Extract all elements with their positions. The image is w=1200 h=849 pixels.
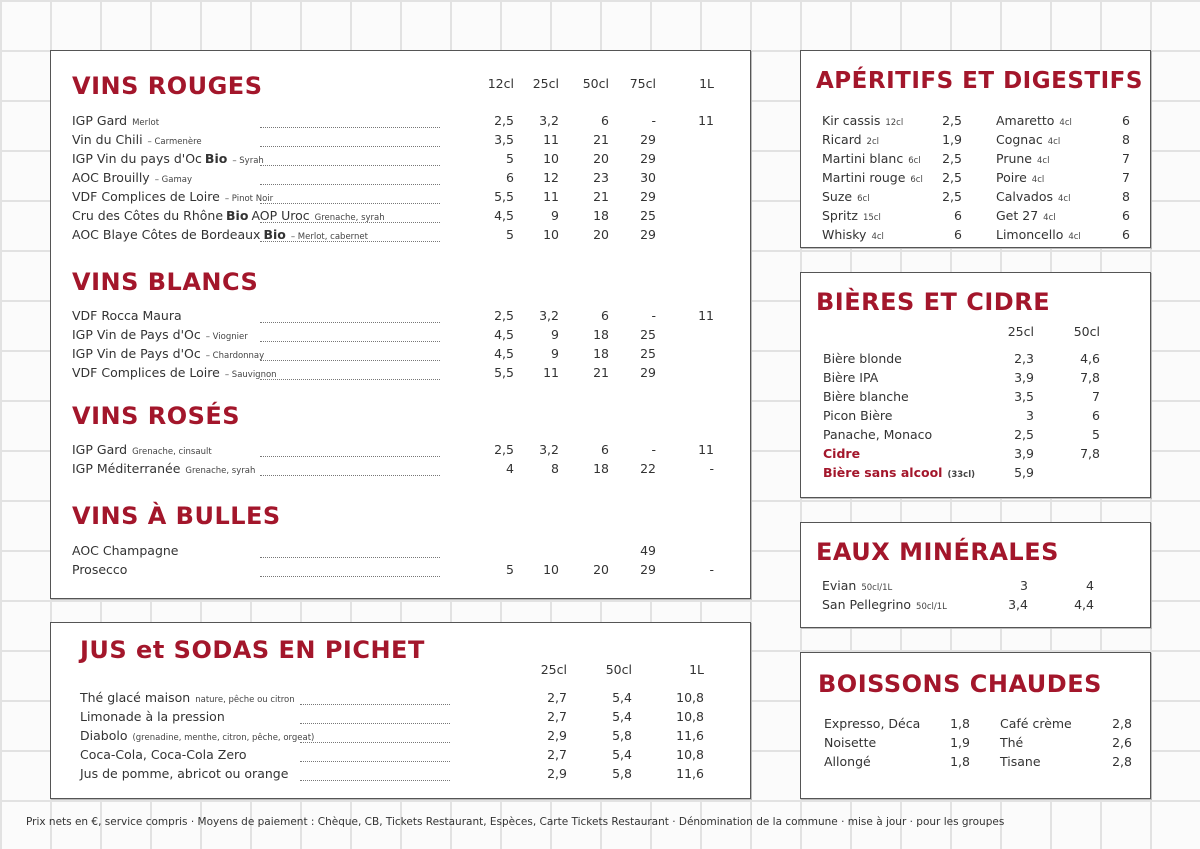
wine-price: 6 [601, 308, 609, 323]
wine-item-vins_rouges-2-name: IGP Vin du pays d'Oc [72, 151, 202, 166]
wine-price: 2,5 [494, 113, 514, 128]
beer-title: BIÈRES ET CIDRE [816, 288, 1051, 316]
wine-header-4: 1L [699, 76, 714, 91]
juice-price: 2,7 [547, 690, 567, 705]
beer-price: 7,8 [1080, 446, 1100, 461]
wine-price: 18 [593, 461, 609, 476]
beer-price: 5,9 [1014, 465, 1034, 480]
beer-item-1-name: Bière IPA [823, 370, 879, 385]
water-price: 4,4 [1074, 597, 1094, 612]
water-item-0 [822, 578, 892, 593]
wine-price: 29 [640, 227, 656, 242]
beer-item-3-name: Picon Bière [823, 408, 893, 423]
wine-price: 29 [640, 562, 656, 577]
wine-item-vins_blancs-1-desc: – Viognier [205, 332, 248, 342]
wine-price: 4 [506, 461, 514, 476]
juice-leader-dots [300, 780, 450, 781]
wine-leader-dots [260, 475, 440, 476]
wine-item-vins_rouges-0-name: IGP Gard [72, 113, 128, 128]
wine-item-vins_rouges-2-bio: Bio [204, 151, 228, 166]
wine-item-vins_blancs-2-name: IGP Vin de Pays d'Oc [72, 346, 201, 361]
wine-price: 8 [551, 461, 559, 476]
hot-right-price: 2,6 [1112, 735, 1132, 750]
wine-leader-dots [260, 203, 440, 204]
wine-price: 29 [640, 151, 656, 166]
wine-price: 5 [506, 227, 514, 242]
beer-price: 3,9 [1014, 446, 1034, 461]
wine-item-vins_rouges-0 [72, 113, 159, 128]
wine-leader-dots [260, 576, 440, 577]
hot-left-price: 1,9 [950, 735, 970, 750]
juice-price: 5,8 [612, 766, 632, 781]
juice-price: 5,8 [612, 728, 632, 743]
juice-price: 11,6 [676, 766, 704, 781]
wine-item-vins_bulles-0-name: AOC Champagne [72, 543, 179, 558]
aperitif-left-3-name: Martini rouge [822, 170, 906, 185]
aperitif-right-3-desc: 4cl [1031, 175, 1045, 185]
wine-leader-dots [260, 165, 440, 166]
aperitif-right-6-name: Limoncello [996, 227, 1064, 242]
aperitif-left-5-name: Spritz [822, 208, 858, 223]
hot-right-0-name: Café crème [1000, 716, 1072, 731]
wine-price: 20 [593, 227, 609, 242]
aperitif-left-price: 1,9 [942, 132, 962, 147]
wine-price: 3,5 [494, 132, 514, 147]
aperitif-left-price: 2,5 [942, 189, 962, 204]
hot-left-1-name: Noisette [824, 735, 877, 750]
aperitif-left-price: 2,5 [942, 170, 962, 185]
wine-item-vins_rouges-5 [72, 208, 385, 223]
wine-item-vins_rouges-6-name: AOC Blaye Côtes de Bordeaux [72, 227, 261, 242]
wine-price: 49 [640, 543, 656, 558]
wine-item-vins_rouges-4-desc: – Pinot Noir [224, 194, 274, 204]
wine-section-title-vins_blancs: VINS BLANCS [72, 268, 259, 296]
aperitif-left-5 [822, 208, 881, 223]
hot-left-2-name: Allongé [824, 754, 871, 769]
wine-item-vins_rouges-5-name: Cru des Côtes du Rhône [72, 208, 224, 223]
juice-price: 5,4 [612, 747, 632, 762]
footer-note: Prix nets en €, service compris · Moyens de paiement : Chèque, CB, Tickets Restaurant, Espèces, Carte Tickets Restaurant · Dénomination de la commune · mise à jour · pour les groupes [26, 816, 1005, 828]
juice-price: 10,8 [676, 747, 704, 762]
wine-leader-dots [260, 557, 440, 558]
juice-header-0: 25cl [540, 662, 567, 677]
wine-price: - [651, 308, 656, 323]
wine-item-vins_blancs-2 [72, 346, 264, 361]
hot-drinks-title: BOISSONS CHAUDES [818, 670, 1102, 698]
juice-item-0-name: Thé glacé maison [80, 690, 191, 705]
juice-price: 2,9 [547, 766, 567, 781]
wine-price: 6 [601, 442, 609, 457]
aperitif-right-1-name: Cognac [996, 132, 1043, 147]
aperitif-left-2-desc: 6cl [908, 156, 921, 166]
wine-section-title-vins_bulles: VINS À BULLES [72, 502, 281, 530]
beer-item-5 [823, 446, 860, 461]
beer-item-2 [823, 389, 909, 404]
wine-price: 22 [640, 461, 656, 476]
aperitif-right-1-desc: 4cl [1047, 137, 1061, 147]
wine-item-vins_rouges-2 [72, 151, 264, 166]
wine-item-vins_blancs-1-name: IGP Vin de Pays d'Oc [72, 327, 201, 342]
beer-price: 7,8 [1080, 370, 1100, 385]
wine-price: 18 [593, 327, 609, 342]
wine-price: 9 [551, 327, 559, 342]
hot-right-0 [1000, 716, 1072, 731]
beer-price: 6 [1092, 408, 1100, 423]
wine-item-vins_roses-1 [72, 461, 255, 476]
water-price: 3 [1020, 578, 1028, 593]
aperitif-left-3-desc: 6cl [910, 175, 923, 185]
wine-price: 10 [543, 562, 559, 577]
wine-leader-dots [260, 360, 440, 361]
wine-price: 20 [593, 151, 609, 166]
juice-title: JUS et SODAS EN PICHET [80, 636, 425, 664]
beer-item-3 [823, 408, 892, 423]
aperitif-right-1 [996, 132, 1060, 147]
aperitif-right-3 [996, 170, 1044, 185]
juice-price: 10,8 [676, 690, 704, 705]
wine-price: 3,2 [539, 442, 559, 457]
wine-item-vins_rouges-1 [72, 132, 202, 147]
aperitif-right-4-name: Calvados [996, 189, 1054, 204]
wine-item-vins_rouges-3 [72, 170, 192, 185]
aperitif-right-4 [996, 189, 1070, 204]
wine-price: 5,5 [494, 365, 514, 380]
wine-price: 11 [543, 132, 559, 147]
aperitif-right-price: 8 [1122, 132, 1130, 147]
hot-right-1 [1000, 735, 1023, 750]
juice-item-4 [80, 766, 288, 781]
wine-price: 11 [543, 189, 559, 204]
beer-item-5-name: Cidre [823, 446, 861, 461]
aperitif-right-price: 7 [1122, 170, 1130, 185]
wine-item-vins_rouges-0-desc: Merlot [132, 118, 160, 128]
juice-item-1 [80, 709, 225, 724]
wine-item-vins_rouges-1-name: Vin du Chili [72, 132, 143, 147]
wine-price: 25 [640, 346, 656, 361]
wine-item-vins_rouges-5-bio: Bio [226, 208, 249, 223]
wine-price: 18 [593, 346, 609, 361]
wine-item-vins_rouges-6-desc: – Merlot, cabernet [290, 232, 368, 242]
wine-section-title-rouges: VINS ROUGES [72, 72, 263, 100]
aperitif-left-6-desc: 4cl [871, 232, 884, 242]
aperitif-right-2-desc: 4cl [1037, 156, 1050, 166]
hot-right-price: 2,8 [1112, 716, 1132, 731]
aperitif-right-6 [996, 227, 1081, 242]
juice-price: 5,4 [612, 690, 632, 705]
aperitif-left-0-name: Kir cassis [822, 113, 881, 128]
wine-leader-dots [260, 146, 440, 147]
aperitif-right-6-desc: 4cl [1068, 232, 1081, 242]
wine-price: 2,5 [494, 308, 514, 323]
aperitif-left-3 [822, 170, 923, 185]
wine-price: 5,5 [494, 189, 514, 204]
wine-price: - [709, 562, 714, 577]
aperitif-right-5 [996, 208, 1056, 223]
hot-right-2-name: Tisane [1000, 754, 1041, 769]
water-item-0-name: Evian [822, 578, 857, 593]
wine-price: 11 [698, 308, 714, 323]
juice-item-1-name: Limonade à la pression [80, 709, 225, 724]
wine-item-vins_blancs-3-desc: – Sauvignon [224, 370, 277, 380]
juice-item-3-name: Coca-Cola, Coca-Cola Zero [80, 747, 247, 762]
aperitif-right-3-name: Poire [996, 170, 1027, 185]
beer-item-4-name: Panache, Monaco [823, 427, 933, 442]
wine-price: 10 [543, 151, 559, 166]
aperitif-right-2-name: Prune [996, 151, 1032, 166]
wine-header-1: 25cl [532, 76, 559, 91]
wine-price: 18 [593, 208, 609, 223]
wine-price: 21 [593, 189, 609, 204]
aperitif-left-2 [822, 151, 921, 166]
beer-price: 3,9 [1014, 370, 1034, 385]
wine-item-vins_roses-0-name: IGP Gard [72, 442, 128, 457]
wine-item-vins_rouges-2-desc: – Syrah [232, 156, 264, 166]
juice-leader-dots [300, 761, 450, 762]
wine-item-vins_blancs-3-name: VDF Complices de Loire [72, 365, 220, 380]
wine-price: 3,2 [539, 113, 559, 128]
aperitif-right-0 [996, 113, 1072, 128]
water-title: EAUX MINÉRALES [816, 538, 1059, 566]
juice-header-1: 50cl [605, 662, 632, 677]
hot-right-2 [1000, 754, 1041, 769]
juice-item-2-name: Diabolo [80, 728, 128, 743]
water-item-1-name: San Pellegrino [822, 597, 912, 612]
beer-item-6-desc: (33cl) [947, 470, 976, 480]
wine-item-vins_bulles-1 [72, 562, 127, 577]
wine-price: 3,2 [539, 308, 559, 323]
wine-leader-dots [260, 379, 440, 380]
aperitif-right-price: 6 [1122, 227, 1130, 242]
aperitif-right-price: 6 [1122, 208, 1130, 223]
wine-price: 29 [640, 132, 656, 147]
aperitif-left-price: 2,5 [942, 113, 962, 128]
wine-item-vins_rouges-4-name: VDF Complices de Loire [72, 189, 220, 204]
beer-price: 2,3 [1014, 351, 1034, 366]
wine-leader-dots [260, 184, 440, 185]
water-price: 3,4 [1008, 597, 1028, 612]
beer-item-0-name: Bière blonde [823, 351, 902, 366]
aperitif-right-price: 6 [1122, 113, 1130, 128]
aperitif-left-price: 2,5 [942, 151, 962, 166]
aperitif-left-4-name: Suze [822, 189, 853, 204]
aperitif-right-price: 7 [1122, 151, 1130, 166]
wine-leader-dots [260, 322, 440, 323]
beer-price: 3,5 [1014, 389, 1034, 404]
hot-right-price: 2,8 [1112, 754, 1132, 769]
wine-item-vins_blancs-2-desc: – Chardonnay [205, 351, 265, 361]
wine-price: 29 [640, 365, 656, 380]
hot-left-2 [824, 754, 871, 769]
aperitif-left-price: 6 [954, 227, 962, 242]
aperitif-left-4 [822, 189, 870, 204]
juice-price: 2,7 [547, 709, 567, 724]
beer-item-6 [823, 465, 975, 480]
aperitif-right-0-desc: 4cl [1059, 118, 1072, 128]
aperitif-right-price: 8 [1122, 189, 1130, 204]
wine-price: 25 [640, 208, 656, 223]
wine-leader-dots [260, 341, 440, 342]
aperitif-left-price: 6 [954, 208, 962, 223]
juice-price: 5,4 [612, 709, 632, 724]
aperitif-left-1 [822, 132, 879, 147]
wine-price: 20 [593, 562, 609, 577]
aperitif-left-6-name: Whisky [822, 227, 867, 242]
wine-price: - [651, 113, 656, 128]
wine-price: 10 [543, 227, 559, 242]
juice-header-2: 1L [689, 662, 704, 677]
juice-item-0-desc: nature, pêche ou citron [195, 695, 295, 705]
juice-price: 10,8 [676, 709, 704, 724]
wine-price: 9 [551, 208, 559, 223]
aperitif-title: APÉRITIFS ET DIGESTIFS [816, 68, 1143, 94]
wine-price: 25 [640, 327, 656, 342]
beer-item-6-name: Bière sans alcool [823, 465, 943, 480]
wine-item-vins_bulles-0 [72, 543, 179, 558]
aperitif-right-4-desc: 4cl [1058, 194, 1071, 204]
wine-leader-dots [260, 241, 440, 242]
wine-leader-dots [260, 222, 440, 223]
juice-item-2 [80, 728, 314, 743]
aperitif-right-5-desc: 4cl [1043, 213, 1056, 223]
wine-price: 21 [593, 132, 609, 147]
beer-header-0: 25cl [1007, 324, 1034, 339]
juice-leader-dots [300, 742, 450, 743]
wine-price: 23 [593, 170, 609, 185]
juice-price: 2,7 [547, 747, 567, 762]
wine-price: 4,5 [494, 327, 514, 342]
wine-item-vins_blancs-3 [72, 365, 277, 380]
beer-price: 7 [1092, 389, 1100, 404]
beer-item-0 [823, 351, 902, 366]
aperitif-left-0 [822, 113, 903, 128]
aperitif-left-1-name: Ricard [822, 132, 862, 147]
juice-item-0 [80, 690, 295, 705]
wine-item-vins_blancs-1 [72, 327, 248, 342]
wine-header-0: 12cl [487, 76, 514, 91]
water-item-1-desc: 50cl/1L [916, 602, 947, 612]
beer-item-4 [823, 427, 932, 442]
beer-header-1: 50cl [1073, 324, 1100, 339]
wine-price: 6 [601, 113, 609, 128]
aperitif-right-0-name: Amaretto [996, 113, 1055, 128]
wine-leader-dots [260, 127, 440, 128]
beer-price: 5 [1092, 427, 1100, 442]
wine-header-2: 50cl [582, 76, 609, 91]
aperitif-right-2 [996, 151, 1049, 166]
wine-item-vins_roses-0 [72, 442, 212, 457]
wine-price: - [709, 461, 714, 476]
wine-item-vins_roses-1-desc: Grenache, syrah [185, 466, 256, 476]
wine-price: 2,5 [494, 442, 514, 457]
wine-item-vins_roses-0-desc: Grenache, cinsault [132, 447, 212, 457]
hot-left-price: 1,8 [950, 754, 970, 769]
aperitif-right-5-name: Get 27 [996, 208, 1039, 223]
juice-item-3 [80, 747, 247, 762]
wine-leader-dots [260, 456, 440, 457]
wine-item-vins_rouges-5-name2: AOP Uroc [251, 208, 310, 223]
wine-item-vins_rouges-5-desc: Grenache, syrah [314, 213, 385, 223]
wine-item-vins_rouges-6-bio: Bio [263, 227, 286, 242]
beer-price: 2,5 [1014, 427, 1034, 442]
wine-item-vins_rouges-3-desc: – Gamay [154, 175, 192, 185]
wine-price: 29 [640, 189, 656, 204]
wine-item-vins_rouges-4 [72, 189, 273, 204]
wine-price: 6 [506, 170, 514, 185]
beer-price: 3 [1026, 408, 1034, 423]
aperitif-left-0-desc: 12cl [885, 118, 904, 128]
aperitif-left-6 [822, 227, 884, 242]
juice-item-4-name: Jus de pomme, abricot ou orange [80, 766, 289, 781]
juice-price: 2,9 [547, 728, 567, 743]
juice-leader-dots [300, 704, 450, 705]
juice-leader-dots [300, 723, 450, 724]
aperitif-left-1-desc: 2cl [866, 137, 879, 147]
wine-price: 4,5 [494, 346, 514, 361]
wine-item-vins_bulles-1-name: Prosecco [72, 562, 128, 577]
wine-price: - [651, 442, 656, 457]
juice-price: 11,6 [676, 728, 704, 743]
wine-item-vins_rouges-6 [72, 227, 368, 242]
wine-item-vins_rouges-3-name: AOC Brouilly [72, 170, 150, 185]
hot-left-0 [824, 716, 920, 731]
aperitif-left-2-name: Martini blanc [822, 151, 904, 166]
water-price: 4 [1086, 578, 1094, 593]
wine-price: 11 [698, 442, 714, 457]
aperitif-left-4-desc: 6cl [857, 194, 870, 204]
hot-left-1 [824, 735, 876, 750]
wine-price: 21 [593, 365, 609, 380]
wine-item-vins_blancs-0 [72, 308, 182, 323]
beer-item-1 [823, 370, 878, 385]
wine-price: 5 [506, 562, 514, 577]
beer-item-2-name: Bière blanche [823, 389, 909, 404]
wine-header-3: 75cl [629, 76, 656, 91]
water-item-1 [822, 597, 947, 612]
wine-price: 4,5 [494, 208, 514, 223]
wine-section-title-vins_roses: VINS ROSÉS [72, 402, 241, 430]
wine-item-vins_rouges-1-desc: – Carmenère [147, 137, 202, 147]
beer-price: 4,6 [1080, 351, 1100, 366]
wine-price: 11 [698, 113, 714, 128]
wine-price: 12 [543, 170, 559, 185]
aperitif-left-5-desc: 15cl [862, 213, 881, 223]
hot-left-0-name: Expresso, Déca [824, 716, 921, 731]
wine-item-vins_roses-1-name: IGP Méditerranée [72, 461, 181, 476]
water-item-0-desc: 50cl/1L [861, 583, 893, 593]
wine-price: 9 [551, 346, 559, 361]
hot-right-1-name: Thé [1000, 735, 1024, 750]
wine-price: 11 [543, 365, 559, 380]
wine-price: 5 [506, 151, 514, 166]
juice-item-2-desc: (grenadine, menthe, citron, pêche, orgeat) [132, 733, 315, 743]
wine-price: 30 [640, 170, 656, 185]
hot-left-price: 1,8 [950, 716, 970, 731]
wine-item-vins_blancs-0-name: VDF Rocca Maura [72, 308, 182, 323]
